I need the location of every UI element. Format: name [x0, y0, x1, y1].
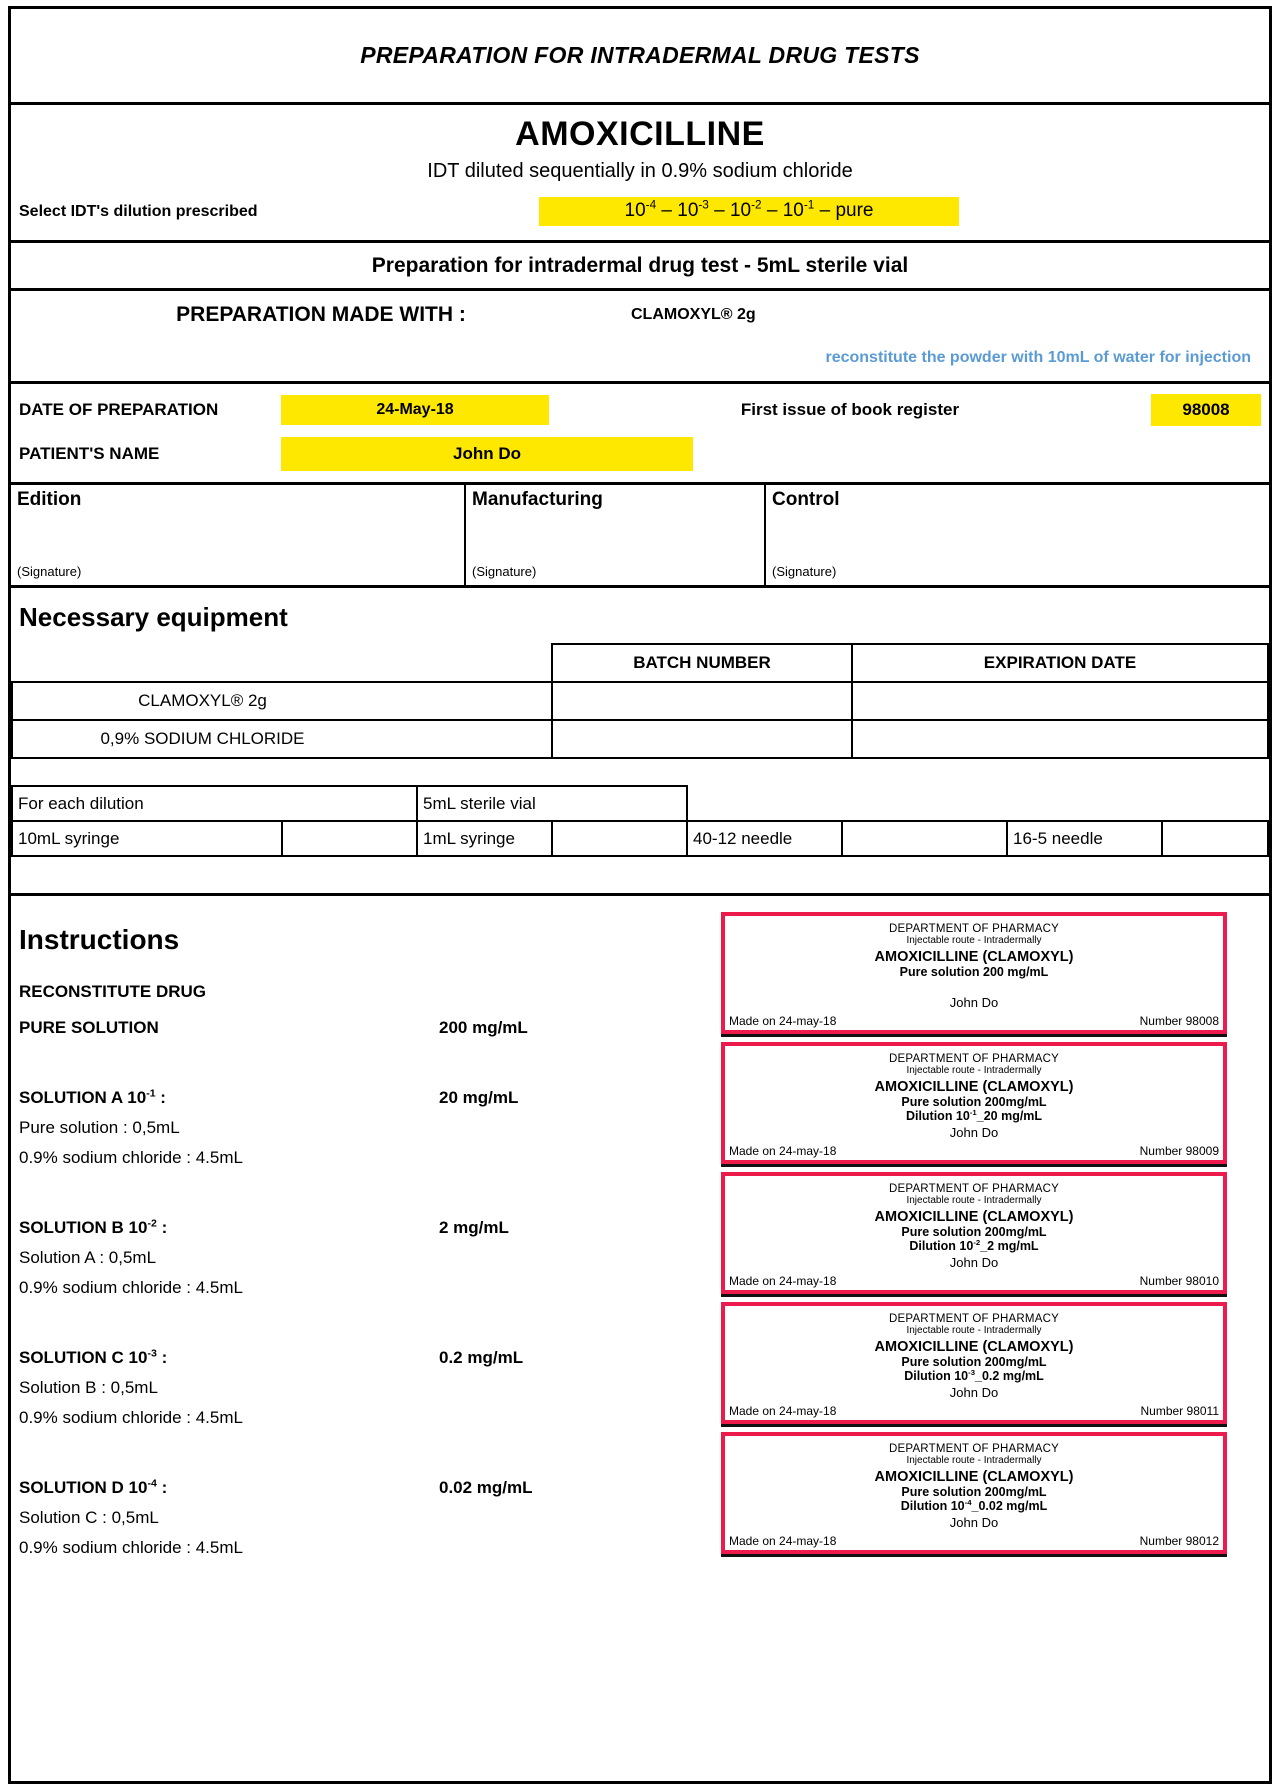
step-concentration: 200 mg/mL: [439, 1018, 528, 1037]
signature-cell-control[interactable]: [766, 485, 1269, 585]
label-department: DEPARTMENT OF PHARMACY: [889, 923, 1059, 935]
instructions-title: Instructions: [19, 924, 180, 955]
label-pure-solution: Pure solution 200mg/mL: [901, 1095, 1047, 1109]
dilution-equipment-table: [11, 785, 1269, 857]
signature-title: Control: [772, 489, 840, 510]
document-title: PREPARATION FOR INTRADERMAL DRUG TESTS: [11, 9, 1269, 105]
signature-cell-manufacturing[interactable]: [466, 485, 766, 585]
label-made-on: Made on 24-may-18: [729, 1534, 837, 1548]
signature-title: Edition: [17, 489, 82, 510]
register-value[interactable]: 98008: [1151, 394, 1261, 426]
equipment-column-batch: BATCH NUMBER: [552, 644, 852, 682]
dilution-select-value[interactable]: $10^{-4} - 10^{-3} - 10^{-2} - 10^{-1}$ – pure: [539, 197, 959, 226]
instruction-step-a: [19, 1088, 711, 1168]
signature-row: [11, 485, 1269, 585]
label-footer: [729, 1404, 1219, 1418]
step-name: SOLUTION D $10^{-4}$ :: [19, 1477, 168, 1497]
equipment-empty-cell: [12, 644, 552, 682]
label-route: Injectable route - Intradermally: [906, 1065, 1042, 1076]
step-concentration: 2 mg/mL: [439, 1218, 509, 1237]
label-footer: [729, 1014, 1219, 1028]
patient-row: [11, 432, 1269, 476]
vial-label-dilution-2: [721, 1172, 1227, 1294]
equipment-bottom-spacer: [11, 857, 1269, 893]
equipment-10ml-syringe-field[interactable]: [282, 821, 417, 856]
equipment-item-name: 0,9% SODIUM CHLORIDE: [12, 720, 552, 758]
vial-label-dilution-3: [721, 1302, 1227, 1424]
equipment-batch-field[interactable]: [552, 682, 852, 720]
register-label: First issue of book register: [740, 400, 960, 419]
vial-label-dilution-1: [721, 1042, 1227, 1164]
label-dilution: Dilution $10^{-3}\_0.2$ mg/mL: [904, 1367, 1044, 1383]
table-row: [12, 786, 1268, 821]
equipment-column-expiration: EXPIRATION DATE: [852, 644, 1268, 682]
label-made-on: Made on 24-may-18: [729, 1014, 837, 1028]
step-line: Pure solution : 0,5mL: [19, 1118, 180, 1137]
equipment-batch-field[interactable]: [552, 720, 852, 758]
table-row: [12, 821, 1268, 856]
drug-subtitle: IDT diluted sequentially in 0.9% sodium chloride: [427, 160, 853, 182]
label-drug-name: AMOXICILLINE (CLAMOXYL): [874, 1079, 1074, 1095]
equipment-40-12-needle-field[interactable]: [842, 821, 1007, 856]
step-name: PURE SOLUTION: [19, 1018, 159, 1037]
drug-header-section: [11, 105, 1269, 243]
equipment-1ml-syringe[interactable]: 1mL syringe: [417, 821, 552, 856]
vial-label-dilution-4: [721, 1432, 1227, 1554]
label-pure-solution: Pure solution 200mg/mL: [901, 1225, 1047, 1239]
step-line: 0.9% sodium chloride : 4.5mL: [19, 1408, 243, 1427]
label-dilution: Dilution $10^{-1}\_20$ mg/mL: [905, 1107, 1043, 1123]
equipment-expiration-field[interactable]: [852, 720, 1268, 758]
label-drug-name: AMOXICILLINE (CLAMOXYL): [874, 1209, 1074, 1225]
label-pure-solution: Pure solution 200 mg/mL: [899, 965, 1049, 979]
label-drug-name: AMOXICILLINE (CLAMOXYL): [874, 1469, 1074, 1485]
step-line: Solution B : 0,5mL: [19, 1378, 158, 1397]
step-line: 0.9% sodium chloride : 4.5mL: [19, 1278, 243, 1297]
label-number: Number 98011: [1140, 1404, 1219, 1418]
equipment-table: [11, 643, 1269, 759]
label-dilution: Dilution $10^{-2}\_2$ mg/mL: [909, 1237, 1039, 1253]
label-footer: [729, 1144, 1219, 1158]
sterile-vial-label[interactable]: 5mL sterile vial: [417, 786, 687, 821]
label-route: Injectable route - Intradermally: [906, 1455, 1042, 1466]
label-patient-name: John Do: [949, 995, 999, 1010]
label-department: DEPARTMENT OF PHARMACY: [889, 1313, 1059, 1325]
instruction-reconstitute-heading: [19, 982, 711, 1002]
label-number: Number 98012: [1139, 1534, 1219, 1548]
made-with-label: PREPARATION MADE WITH :: [176, 303, 466, 326]
step-line: 0.9% sodium chloride : 4.5mL: [19, 1148, 243, 1167]
label-drug-name: AMOXICILLINE (CLAMOXYL): [874, 1339, 1074, 1355]
preparation-vial-line: Preparation for intradermal drug test - 5mL sterile vial: [11, 243, 1269, 291]
step-line: Solution C : 0,5mL: [19, 1508, 159, 1527]
label-route: Injectable route - Intradermally: [906, 935, 1042, 946]
label-number: Number 98010: [1139, 1274, 1219, 1288]
instructions-steps-column: [11, 906, 711, 1781]
label-dilution: Dilution $10^{-4}\_0.02$ mg/mL: [900, 1497, 1048, 1513]
date-row: [11, 388, 1269, 432]
label-pure-solution: Pure solution 200mg/mL: [901, 1355, 1047, 1369]
step-concentration: 0.2 mg/mL: [439, 1348, 524, 1367]
label-drug-name: AMOXICILLINE (CLAMOXYL): [874, 949, 1074, 965]
necessary-equipment-title: Necessary equipment: [19, 602, 288, 632]
label-footer: [729, 1274, 1219, 1288]
reconstitute-heading-label: RECONSTITUTE DRUG: [19, 982, 206, 1001]
label-route: Injectable route - Intradermally: [906, 1195, 1042, 1206]
vial-label-pure: [721, 912, 1227, 1034]
label-patient-name: John Do: [949, 1255, 999, 1270]
step-name: SOLUTION A $10^{-1}$ :: [19, 1087, 166, 1107]
made-with-value: CLAMOXYL® 2g: [631, 306, 756, 323]
equipment-expiration-field[interactable]: [852, 682, 1268, 720]
label-department: DEPARTMENT OF PHARMACY: [889, 1183, 1059, 1195]
reconstitute-note: reconstitute the powder with 10mL of water for injection: [825, 349, 1251, 366]
label-patient-name: John Do: [949, 1515, 999, 1530]
step-concentration: 0.02 mg/mL: [439, 1478, 533, 1497]
patient-label: PATIENT'S NAME: [19, 444, 160, 463]
label-patient-name: John Do: [949, 1125, 999, 1140]
vial-labels-column: [711, 906, 1269, 1781]
preparation-made-with-section: [11, 291, 1269, 384]
instructions-section: [11, 896, 1269, 1781]
signature-sub: (Signature): [772, 564, 837, 579]
instruction-step-c: [19, 1348, 711, 1428]
step-line: 0.9% sodium chloride : 4.5mL: [19, 1538, 243, 1557]
step-name: SOLUTION C $10^{-3}$ :: [19, 1347, 168, 1367]
signature-section: [11, 485, 1269, 588]
label-made-on: Made on 24-may-18: [729, 1404, 837, 1418]
label-department: DEPARTMENT OF PHARMACY: [889, 1443, 1059, 1455]
for-each-dilution-label: For each dilution: [12, 786, 417, 821]
step-name: SOLUTION B $10^{-2}$ :: [19, 1217, 168, 1237]
dilution-blank-cell: [687, 786, 842, 821]
equipment-header-row: [12, 644, 1268, 682]
label-patient-name: John Do: [949, 1385, 999, 1400]
label-pure-solution: Pure solution 200mg/mL: [901, 1485, 1047, 1499]
instruction-step-d: [19, 1478, 711, 1558]
table-row: [12, 682, 1268, 720]
dilution-blank-cell: [1007, 786, 1162, 821]
necessary-equipment-section: [11, 588, 1269, 896]
dilution-blank-cell: [842, 786, 1007, 821]
dilution-blank-cell: [1162, 786, 1268, 821]
dilution-select-row: [11, 197, 1269, 234]
date-value[interactable]: 24-May-18: [281, 395, 549, 425]
equipment-40-12-needle[interactable]: 40-12 needle: [687, 821, 842, 856]
signature-sub: (Signature): [472, 564, 537, 579]
date-label: DATE OF PREPARATION: [19, 400, 219, 419]
label-department: DEPARTMENT OF PHARMACY: [889, 1053, 1059, 1065]
label-number: Number 98008: [1139, 1014, 1219, 1028]
step-line: Solution A : 0,5mL: [19, 1248, 157, 1267]
instruction-step-b: [19, 1218, 711, 1298]
date-patient-section: [11, 384, 1269, 485]
dilution-select-label: Select IDT's dilution prescribed: [19, 202, 258, 220]
equipment-10ml-syringe[interactable]: 10mL syringe: [12, 821, 282, 856]
equipment-1ml-syringe-field[interactable]: [552, 821, 687, 856]
label-footer: [729, 1534, 1219, 1548]
equipment-item-name: CLAMOXYL® 2g: [12, 682, 552, 720]
made-with-row: [11, 303, 1269, 327]
label-made-on: Made on 24-may-18: [729, 1274, 837, 1288]
step-concentration: 20 mg/mL: [439, 1088, 519, 1107]
equipment-16-5-needle[interactable]: 16-5 needle: [1007, 821, 1162, 856]
signature-sub: (Signature): [17, 564, 82, 579]
label-number: Number 98009: [1139, 1144, 1219, 1158]
drug-name: AMOXICILLINE: [515, 115, 765, 153]
instruction-step-pure: [19, 1018, 711, 1038]
document-frame: [8, 6, 1272, 1784]
patient-value[interactable]: John Do: [281, 437, 693, 471]
equipment-16-5-needle-field[interactable]: [1162, 821, 1268, 856]
label-route: Injectable route - Intradermally: [906, 1325, 1042, 1336]
table-row: [12, 720, 1268, 758]
label-made-on: Made on 24-may-18: [729, 1144, 837, 1158]
signature-title: Manufacturing: [472, 489, 603, 510]
signature-cell-edition[interactable]: [11, 485, 466, 585]
